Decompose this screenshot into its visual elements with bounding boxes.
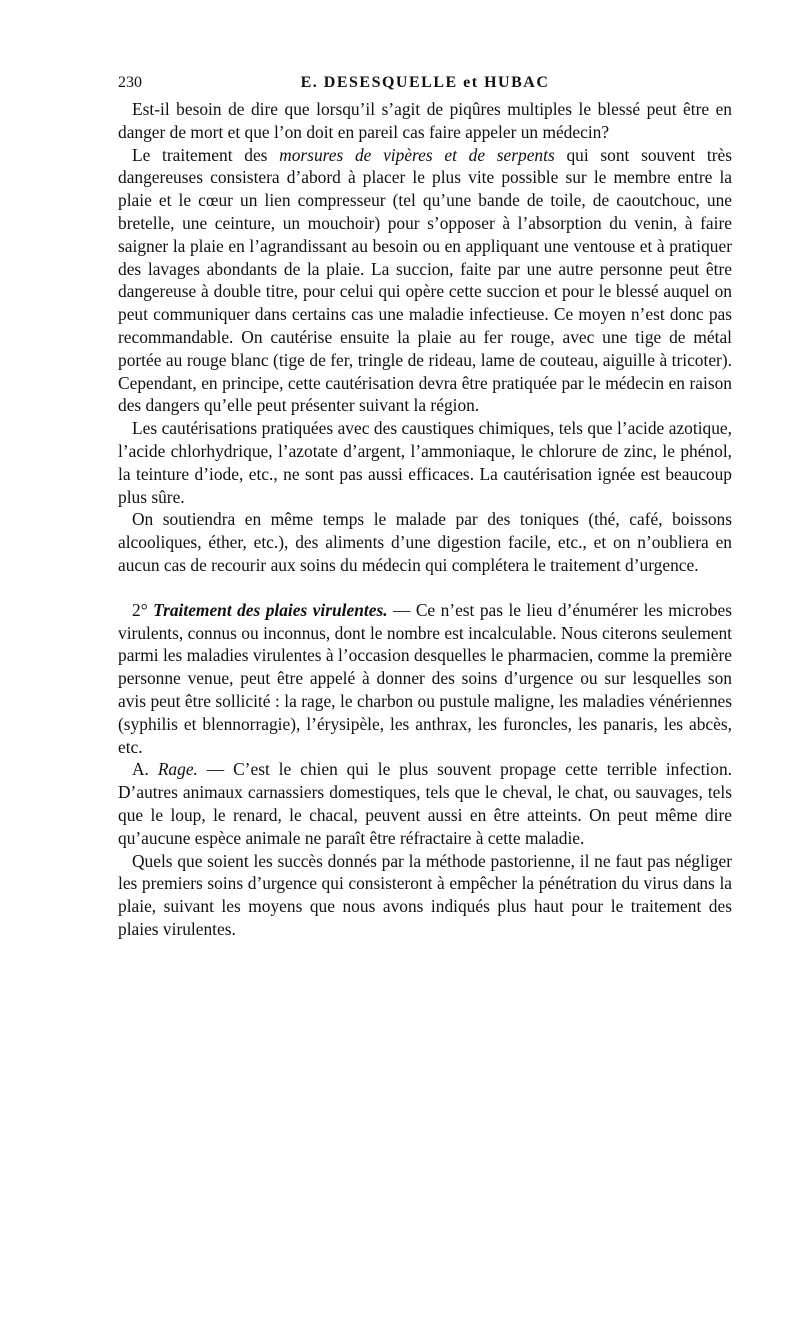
paragraph-plaies-virulentes-rest: — Ce n’est pas le lieu d’énumérer les microbes virulents, connus ou inconnus, dont le nombre est incalculable. Nous citerons seulement parmi les maladies virulentes à l’occasion desquelles le pharmacien, comme la première personne venue, peut être appelé à donner des soins d’urgence ou sur lesquelles son avis peut être sollicité : la rage, le charbon ou pustule maligne, les maladies vénériennes (syphilis et blennorragie), l’érysipèle, les anthrax, les furoncles, les panaris, les abcès, etc.	[118, 599, 733, 757]
subsection-letter: A.	[132, 759, 158, 780]
subsection-heading: Rage.	[157, 759, 198, 780]
section-heading: Traitement des plaies virulentes.	[153, 599, 388, 620]
body-text	[118, 98, 732, 941]
paragraph-morsures-italic: morsures de vipères et de serpents	[279, 144, 555, 165]
section-gap	[118, 577, 732, 599]
book-page	[118, 70, 732, 941]
paragraph-toniques: On soutiendra en même temps le malade par des toniques (thé, café, boissons alcooliques, éther, etc.), des aliments d’une digestion facile, etc., et on n’oubliera en aucun cas de recourir aux soins du médecin qui complétera le traitement d’urgence.	[118, 509, 732, 575]
section-number: 2°	[132, 599, 154, 620]
paragraph-piqures: Est-il besoin de dire que lorsqu’il s’agit de piqûres multiples le blessé peut être en danger de mort et que l’on doit en pareil cas faire appeler un médecin?	[118, 99, 732, 142]
paragraph-morsures-rest: qui sont souvent très dangereuses consistera d’abord à placer le plus vite possible sur le membre entre la plaie et le cœur un lien compresseur (tel qu’une bande de toile, de caoutchouc, une bretelle, une ceinture, un mouchoir) pour s’opposer à l’absorption du venin, à faire saigner la plaie en l’agrandissant au besoin ou en appliquant une ventouse et à pratiquer des lavages abondants de la plaie. La succion, faite par une autre personne peut être dangereuse à double titre, pour celui qui opère cette succion et pour le blessé auquel on peut communiquer dans certains cas une maladie infectieuse. Ce moyen n’est donc pas recommandable. On cautérise ensuite la plaie au fer rouge, avec une tige de métal portée au rouge blanc (tige de fer, tringle de rideau, lame de couteau, aiguille à tricoter). Cependant, en principe, cette cautérisation devra être pratiquée par le médecin en raison des dangers qu’elle peut présenter suivant la région.	[118, 144, 732, 416]
running-head	[118, 70, 732, 96]
paragraph-morsures	[118, 144, 732, 418]
paragraph-caustiques: Les cautérisations pratiquées avec des caustiques chimiques, tels que l’acide azotique, l’acide chlorhydrique, l’azotate d’argent, l’ammoniaque, le chlorure de zinc, le phénol, la teinture d’iode, etc., ne sont pas aussi efficaces. La cautérisation ignée est beaucoup plus sûre.	[118, 418, 732, 507]
running-title: E. DESESQUELLE et HUBAC	[300, 74, 550, 91]
paragraph-rage-rest: — C’est le chien qui le plus souvent propage cette terrible infection. D’autres animaux carnassiers domestiques, tels que le cheval, le chat, ou sauvages, tels que le loup, le renard, le chacal, peuvent aussi en être atteints. On peut même dire qu’aucune espèce animale ne paraît être réfractaire à cette maladie.	[118, 759, 732, 848]
page-number: 230	[118, 74, 142, 91]
paragraph-rage	[118, 758, 732, 849]
paragraph-plaies-virulentes	[118, 599, 732, 759]
paragraph-morsures-start: Le traitement des	[132, 144, 280, 165]
paragraph-pastorienne: Quels que soient les succès donnés par la méthode pastorienne, il ne faut pas négliger les premiers soins d’urgence qui consisteront à empêcher la pénétration du virus dans la plaie, suivant les moyens que nous avons indiqués plus haut pour le traitement des plaies virulentes.	[118, 850, 732, 939]
